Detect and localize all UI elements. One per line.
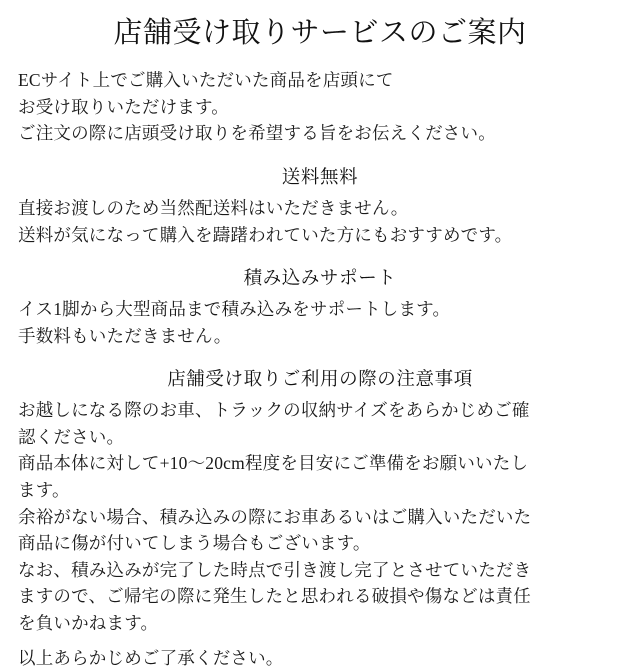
section-heading: 店舗受け取りご利用の際の注意事項 xyxy=(167,370,473,391)
section-heading: 積み込みサポート xyxy=(243,269,397,290)
section-free-shipping xyxy=(18,163,622,248)
section-body xyxy=(18,397,622,636)
section-body xyxy=(18,296,622,349)
body-line: を負いかねます。 xyxy=(18,613,159,634)
body-line: なお、積み込みが完了した時点で引き渡し完了とさせていただき xyxy=(18,559,532,580)
body-line: 商品本体に対して+10〜20cm程度を目安にご準備をお願いいたし xyxy=(18,453,529,474)
body-line: お越しになる際のお車、トラックの収納サイズをあらかじめご確 xyxy=(18,400,530,421)
body-line: 直接お渡しのため当然配送料はいただきません。 xyxy=(18,197,409,218)
body-line: イス1脚から大型商品まで積み込みをサポートします。 xyxy=(18,299,451,320)
body-line: 余裕がない場合、積み込みの際にお車あるいはご購入いただいた xyxy=(18,506,532,527)
body-line: ます。 xyxy=(18,480,70,501)
intro-line: ご注文の際に店頭受け取りを希望する旨をお伝えください。 xyxy=(18,123,496,144)
body-line: 商品に傷が付いてしまう場合もございます。 xyxy=(18,533,371,554)
section-body xyxy=(18,195,622,248)
body-line: 送料が気になって購入を躊躇われていた方にもおすすめです。 xyxy=(18,224,513,245)
body-line: ますので、ご帰宅の際に発生したと思われる破損や傷などは責任 xyxy=(18,586,531,607)
intro-line: ECサイト上でご購入いただいた商品を店頭にて xyxy=(18,70,394,91)
section-heading: 送料無料 xyxy=(281,167,359,188)
section-precautions xyxy=(18,365,622,636)
page-title: 店舗受け取りサービスのご案内 xyxy=(113,17,527,49)
closing-text: 以上あらかじめご了承ください。 xyxy=(18,647,284,668)
intro-paragraph xyxy=(18,67,622,147)
intro-line: お受け取りいただけます。 xyxy=(18,96,229,117)
section-loading-support xyxy=(18,264,622,349)
body-line: 認ください。 xyxy=(18,426,125,447)
body-line: 手数料もいただきません。 xyxy=(18,325,232,346)
intro-text xyxy=(18,67,622,147)
